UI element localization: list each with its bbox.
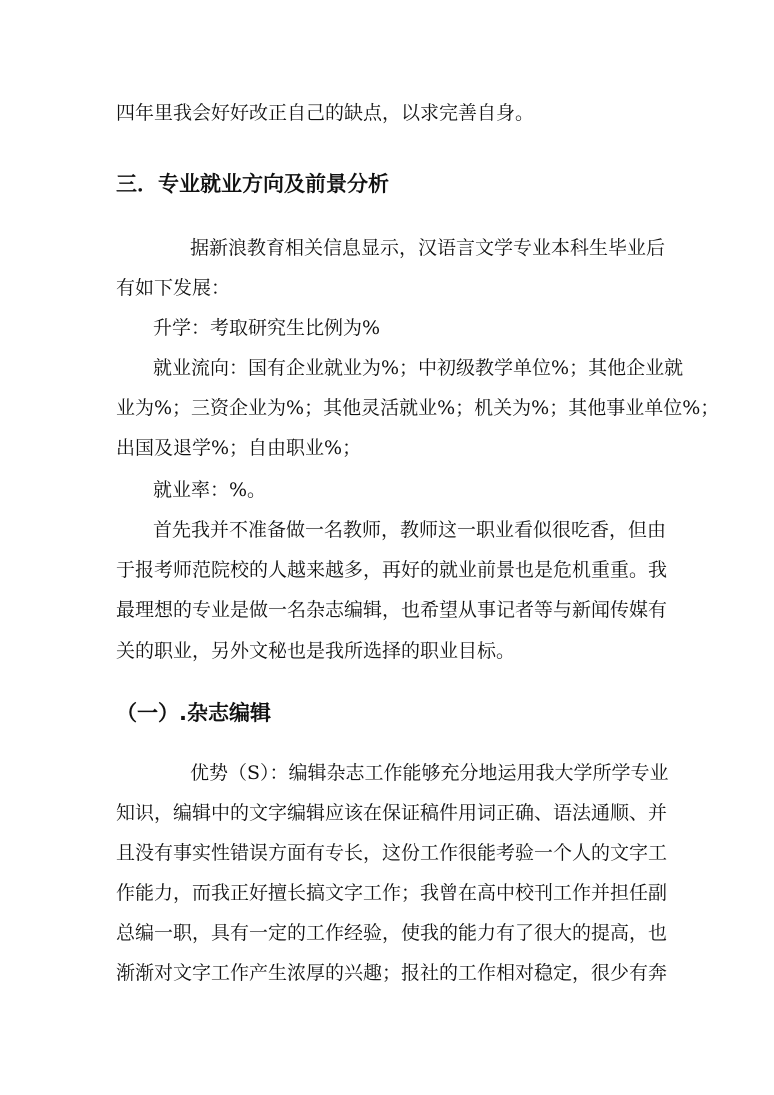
paragraph-line: 就业率：%。 (153, 479, 267, 501)
paragraph-line: 首先我并不准备做一名教师，教师这一职业看似很吃香，但由 (153, 519, 667, 541)
paragraph-line: 就业流向：国有企业就业为%；中初级教学单位%；其他企业就 (153, 357, 684, 379)
paragraph-line: 知识，编辑中的文字编辑应该在保证稿件用词正确、语法通顺、并 (116, 802, 668, 824)
paragraph-line: 总编一职，具有一定的工作经验，使我的能力有了很大的提高，也 (116, 922, 668, 944)
section-heading: 三．专业就业方向及前景分析 (116, 172, 389, 196)
paragraph-line: 四年里我会好好改正自己的缺点，以求完善自身。 (116, 102, 535, 124)
paragraph-line: 据新浪教育相关信息显示，汉语言文学专业本科生毕业后 (190, 237, 666, 259)
paragraph-line: 业为%；三资企业为%；其他灵活就业%；机关为%；其他事业单位%； (116, 397, 720, 419)
subsection-heading: （一）.杂志编辑 (116, 701, 271, 725)
paragraph-line: 优势（S）：编辑杂志工作能够充分地运用我大学所学专业 (190, 762, 669, 784)
paragraph-line: 渐渐对文字工作产生浓厚的兴趣；报社的工作相对稳定，很少有奔 (116, 962, 668, 984)
paragraph-line: 且没有事实性错误方面有专长，这份工作很能考验一个人的文字工 (116, 842, 668, 864)
paragraph-line: 关的职业，另外文秘也是我所选择的职业目标。 (116, 640, 516, 662)
paragraph-line: 于报考师范院校的人越来越多，再好的就业前景也是危机重重。我 (116, 559, 668, 581)
paragraph-line: 最理想的专业是做一名杂志编辑，也希望从事记者等与新闻传媒有 (116, 599, 668, 621)
paragraph-line: 作能力，而我正好擅长搞文字工作；我曾在高中校刊工作并担任副 (116, 882, 668, 904)
paragraph-line: 有如下发展： (116, 277, 231, 299)
paragraph-line: 出国及退学%；自由职业%； (116, 437, 362, 459)
paragraph-line: 升学：考取研究生比例为% (153, 317, 381, 339)
